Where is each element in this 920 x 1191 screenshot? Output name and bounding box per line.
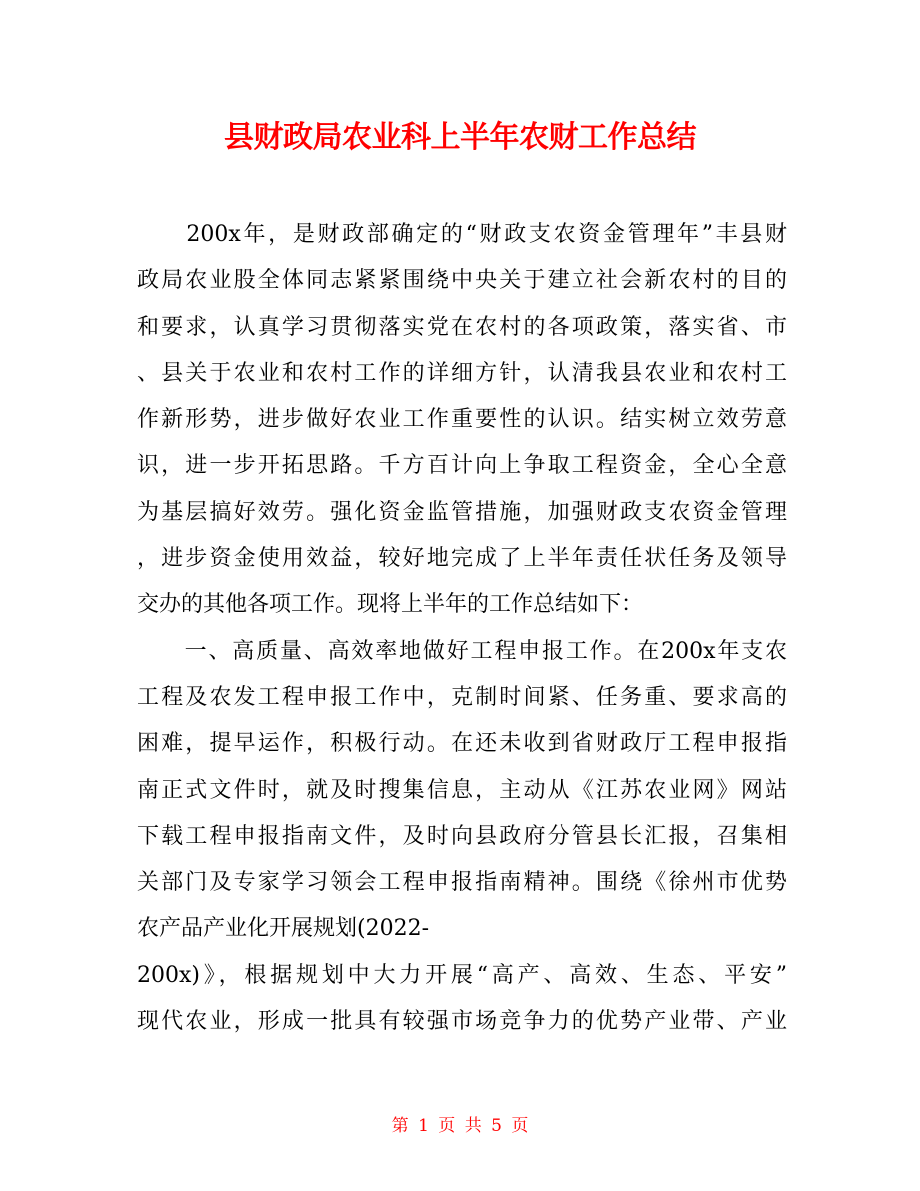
body-line: 现代农业，形成一批具有较强市场竞争力的优势产业带、产业 [137, 1009, 787, 1035]
body-line: 一、高质量、高效率地做好工程申报工作。在200x年支农 [137, 638, 787, 664]
body-line: 交办的其他各项工作。现将上半年的工作总结如下： [137, 592, 644, 618]
body-line: 200x年，是财政部确定的“财政支农资金管理年”丰县财 [137, 222, 787, 247]
body-line: 和要求，认真学习贯彻落实党在农村的各项政策，落实省、市 [137, 314, 787, 340]
page-number-footer: 第 1 页 共 5 页 [391, 1116, 529, 1136]
body-line: 作新形势，进步做好农业工作重要性的认识。结实树立效劳意 [137, 407, 787, 433]
document-title: 县财政局农业科上半年农财工作总结 [224, 120, 696, 155]
body-line: 下载工程申报指南文件，及时向县政府分管县长汇报，召集相 [137, 823, 787, 849]
body-line: 政局农业股全体同志紧紧围绕中央关于建立社会新农村的目的 [137, 268, 787, 294]
body-line: 困难，提早运作，积极行动。在还未收到省财政厅工程申报指 [137, 731, 787, 757]
body-line: 识，进一步开拓思路。千方百计向上争取工程资金，全心全意 [137, 453, 787, 479]
body-line: 为基层搞好效劳。强化资金监管措施，加强财政支农资金管理 [137, 499, 787, 525]
body-line: 工程及农发工程申报工作中，克制时间紧、任务重、要求高的 [137, 684, 787, 710]
body-line: ，进步资金使用效益，较好地完成了上半年责任状任务及领导 [137, 546, 787, 572]
body-line: 、县关于农业和农村工作的详细方针，认清我县农业和农村工 [137, 360, 787, 386]
body-line: 200x)》，根据规划中大力开展“高产、高效、生态、平安” [137, 962, 787, 988]
document-body [137, 212, 787, 1045]
body-line: 农产品产业化开展规划(2022- [137, 916, 430, 942]
body-line: 南正式文件时，就及时搜集信息，主动从《江苏农业网》网站 [137, 777, 787, 803]
body-line: 关部门及专家学习领会工程申报指南精神。围绕《徐州市优势 [137, 870, 787, 896]
